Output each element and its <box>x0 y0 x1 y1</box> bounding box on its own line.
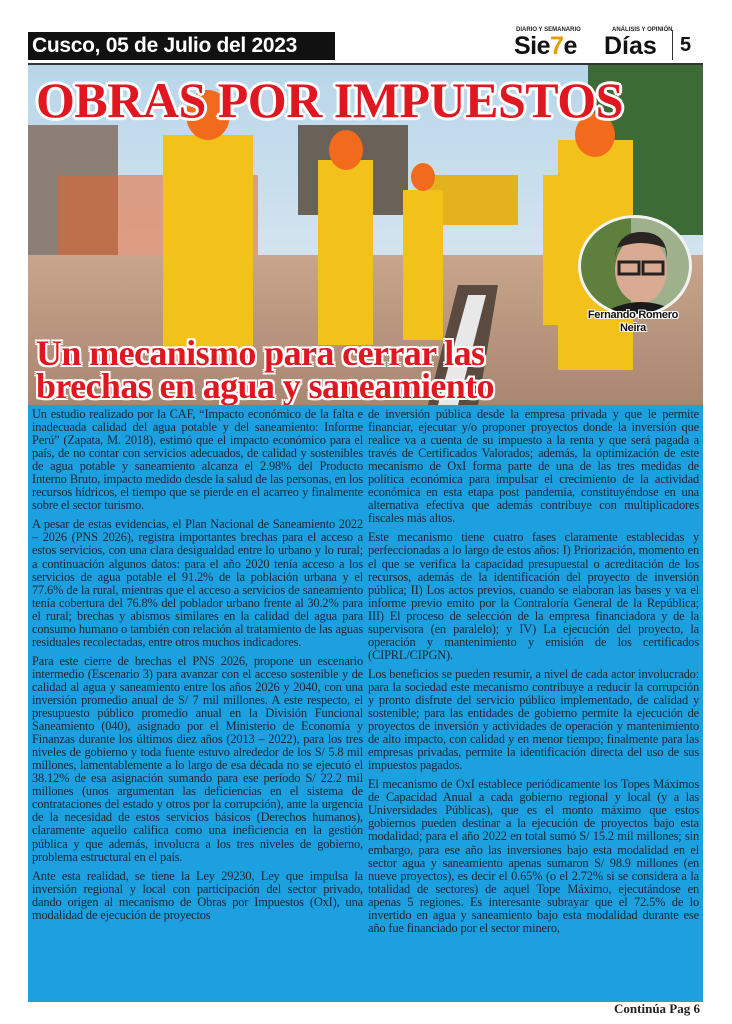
author-name-line: Neira <box>619 322 647 334</box>
logo-part: Sie <box>514 32 551 60</box>
logo-seven: 7 <box>550 32 564 60</box>
article-title-line: Un mecanismo para cerrar las <box>36 333 485 373</box>
article-title <box>36 333 494 405</box>
article-title-line: brechas en agua y saneamiento <box>36 366 494 405</box>
paragraph: El mecanismo de OxI establece periódicamente los Topes Máximos de Capacidad Anual a cada gobierno regional y local (y a las Universidades Públicas), que es el monto máximo que estos gobiernos pueden destinar a la ejecución de proyectos bajo esta modalidad; para el año 2022 en total sumó S/ 15.2 mil millones; sin embargo, para ese año las inversiones bajo esta modalidad en el sector agua y saneamiento apenas sumaron S/ 98.9 millones (en nueve proyectos), es decir el 0.65% (o el 2.72% si se considera a la totalidad de sectores) de aquel Tope Máximo, ejecutándose en apenas 5 regiones. Es interesante subrayar que el 72.5% de lo invertido en agua y saneamiento bajo esta modalidad durante ese año fue financiado por el sector minero, <box>368 777 699 935</box>
continued-on-page-link: Continúa Pag 6 <box>614 1001 700 1016</box>
paragraph: Este mecanismo tiene cuatro fases claramente establecidas y perfeccionadas a lo largo de estos años: I) Priorización, momento en el que se verifica la capacidad presupuestal o acreditación de los recursos, además de la identificación del proyecto de inversión pública; II) Los actos previos, cuando se elaboran las bases y va el informe previo emito por la Contraloría General de la República; III) El proceso de selección de la empresa financiadora y de la supervisora (en paralelo); y IV) La ejecución del proyecto, la operación y mantenimiento y emisión de los certificados (CIPRL/CIPGN). <box>368 530 699 662</box>
paragraph: Ante esta realidad, se tiene la Ley 29230, Ley que impulsa la inversión regional y local con participación del sector privado, dando origen al mecanismo de Obras por Impuestos (OxI), una modalidad de ejecución de proyectos <box>32 868 363 922</box>
divider <box>672 30 673 60</box>
logo-name-dias: Días <box>604 32 657 60</box>
paragraph: de inversión pública desde la empresa privada y que le permite financiar, ejecutar y/o proponer proyectos donde la inversión que realice va a cuenta de su impuesto a la renta y que será pagada a través de Certificados Valorados; además, la optimización de este mecanismo de OxI forma parte de una de las tres medidas de política económica para impulsar el crecimiento de la actividad económica en esta etapa post pandemia, constituyéndose en una alternativa efectiva que además contribuye con multiplicadores fiscales más altos. <box>368 407 699 526</box>
paragraph: Para este cierre de brechas el PNS 2026, propone un escenario intermedio (Escenario 3) para avanzar con el acceso sostenible y de calidad al agua y saneamiento entre los años 2026 y 2040, con una inversión promedio anual de S/ 7 mil millones. A este respecto, el presupuesto público promedio anual en la División Funcional Saneamiento (040), asignado por el Ministerio de Economía y Finanzas durante los últimos diez años (2013 – 2022), para los tres niveles de gobierno y toda fuente estuvo alrededor de los S/ 5.8 mil millones, lamentablemente a lo largo de esa década no se ejecutó el 38.12% de esa asignación sumando para ese período S/ 22.2 mil millones (unos argumentan las deficiencias en el sistema de contrataciones del estado y otros por la corrupción), ante la urgencia de la necesidad de estos servicios básicos (Derechos humanos), claramente aquello califica como una ineficiencia en la gestión pública y que además, involucra a los tres niveles de gobierno, problema estructural en el país. <box>32 653 363 864</box>
paragraph: A pesar de estas evidencias, el Plan Nacional de Saneamiento 2022 – 2026 (PNS 2026), registra importantes brechas para el acceso a estos servicios, con una clara desigualdad entre lo urbano y lo rural; a continuación algunos datos: para el año 2020 tenía acceso a los servicios de agua potable el 91.2% de la población urbana y el 77.6% de la rural, mientras que el acceso a servicios de saneamiento tenía cobertura del 76.8% del poblador urbano frente al 30.2% para el rural; brechas y abismos similares en la calidad del agua para consumo humano o también con relación al tratamiento de las aguas residuales recolectadas, entre otros muchos indicadores. <box>32 517 363 649</box>
article-column-1 <box>32 408 363 928</box>
paragraph: Los beneficios se pueden resumir, a nivel de cada actor involucrado: para la sociedad este mecanismo contribuye a reducir la corrupción y pronto disfrute del servicio público implementado, de calidad y sostenible; para las entidades de gobierno permite la ejecución de proyectos de inversión y actividades de operación y mantenimiento de alto impacto, con calidad y en menor tiempo; finalmente para las empresas privadas, permite la identificación directa del uso de sus impuestos pagados. <box>368 666 699 773</box>
article-body <box>28 405 703 1002</box>
logo-tagline-right: ANÁLISIS Y OPINIÓN <box>612 27 673 33</box>
author-name-line: Fernando Romero <box>587 309 679 321</box>
author-avatar <box>578 215 692 317</box>
section-headline: OBRAS POR IMPUESTOS <box>36 72 623 128</box>
paragraph: Un estudio realizado por la CAF, “Impacto económico de la falta e inadecuada calidad del agua potable y del saneamiento: Informe Perú” (Zapata, M. 2018), estimó que el impacto económico para el país, de no contar con servicios adecuados, de calidad y sostenibles de agua potable y saneamiento alcanza el 2.98% del Producto Interno Bruto, impacto medido desde la salud de las personas, en los recursos hídricos, el tiempo que se pierde en el acarreo y finalmente sobre el sector turismo. <box>32 407 363 513</box>
article-photo <box>28 65 703 405</box>
author-portrait <box>581 218 689 314</box>
logo-part: e <box>563 32 577 60</box>
author-name <box>568 309 698 335</box>
newspaper-logo <box>512 24 732 64</box>
issue-date: Cusco, 05 de Julio del 2023 <box>28 32 335 60</box>
logo-name-siete <box>514 32 577 61</box>
page-number: 5 <box>680 34 692 56</box>
article-column-2 <box>368 408 699 941</box>
logo-tagline-left: DIARIO Y SEMANARIO <box>516 27 581 33</box>
